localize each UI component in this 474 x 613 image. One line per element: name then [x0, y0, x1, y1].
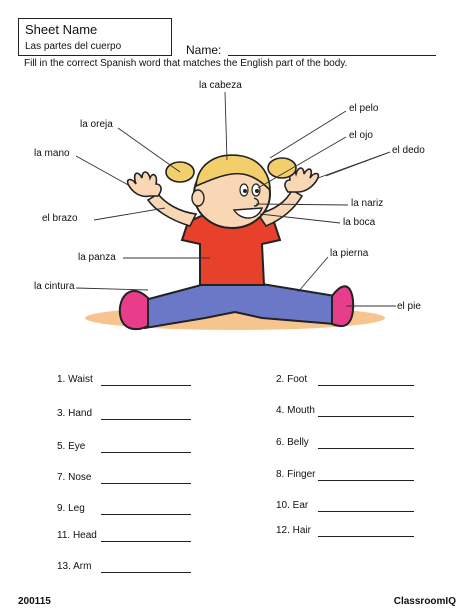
- instructions: Fill in the correct Spanish word that matches the English part of the body.: [24, 58, 348, 69]
- label-mano: la mano: [34, 148, 70, 159]
- right-pupil: [255, 189, 259, 193]
- question-13: 13. Arm: [57, 561, 92, 572]
- sheet-name: Sheet Name: [25, 22, 98, 37]
- question-7: 7. Nose: [57, 472, 92, 483]
- answer-blank-11[interactable]: [101, 541, 191, 542]
- question-11: 11. Head: [57, 530, 97, 541]
- brand-logo-text: ClassroomIQ: [393, 596, 456, 607]
- answer-blank-5[interactable]: [101, 452, 191, 453]
- question-6: 6. Belly: [276, 437, 309, 448]
- answer-blank-3[interactable]: [101, 419, 191, 420]
- label-nariz: la nariz: [351, 198, 384, 209]
- question-10: 10. Ear: [276, 500, 309, 511]
- question-4: 4. Mouth: [276, 405, 315, 416]
- name-label: Name:: [186, 43, 222, 57]
- question-3: 3. Hand: [57, 408, 93, 419]
- ear: [192, 190, 204, 206]
- answer-blank-13[interactable]: [101, 572, 191, 573]
- answer-blank-9[interactable]: [101, 514, 191, 515]
- label-cintura: la cintura: [34, 281, 75, 292]
- answer-blank-8[interactable]: [318, 480, 414, 481]
- label-pierna: la pierna: [330, 248, 369, 259]
- answer-blank-6[interactable]: [318, 448, 414, 449]
- label-pelo: el pelo: [349, 103, 379, 114]
- question-12: 12. Hair: [276, 525, 312, 536]
- label-brazo: el brazo: [42, 213, 78, 224]
- answer-blank-1[interactable]: [101, 385, 191, 386]
- left-pupil: [243, 189, 247, 193]
- question-8: 8. Finger: [276, 469, 316, 480]
- label-boca: la boca: [343, 217, 376, 228]
- label-ojo: el ojo: [349, 130, 373, 141]
- worksheet-code: 200115: [18, 596, 51, 607]
- left-hand: [128, 172, 161, 196]
- label-panza: la panza: [78, 252, 116, 263]
- question-9: 9. Leg: [57, 503, 85, 514]
- label-pie: el pie: [397, 301, 421, 312]
- sheet-subtitle: Las partes del cuerpo: [25, 41, 122, 52]
- answer-blank-12[interactable]: [318, 536, 414, 537]
- question-5: 5. Eye: [57, 441, 86, 452]
- label-oreja: la oreja: [80, 119, 113, 130]
- answer-blank-4[interactable]: [318, 416, 414, 417]
- question-2: 2. Foot: [276, 374, 308, 385]
- left-shoe: [120, 291, 148, 329]
- question-1: 1. Waist: [57, 374, 93, 385]
- label-cabeza: la cabeza: [199, 80, 242, 91]
- answer-blank-7[interactable]: [101, 483, 191, 484]
- answer-blank-10[interactable]: [318, 511, 414, 512]
- label-dedo: el dedo: [392, 145, 425, 156]
- answer-blank-2[interactable]: [318, 385, 414, 386]
